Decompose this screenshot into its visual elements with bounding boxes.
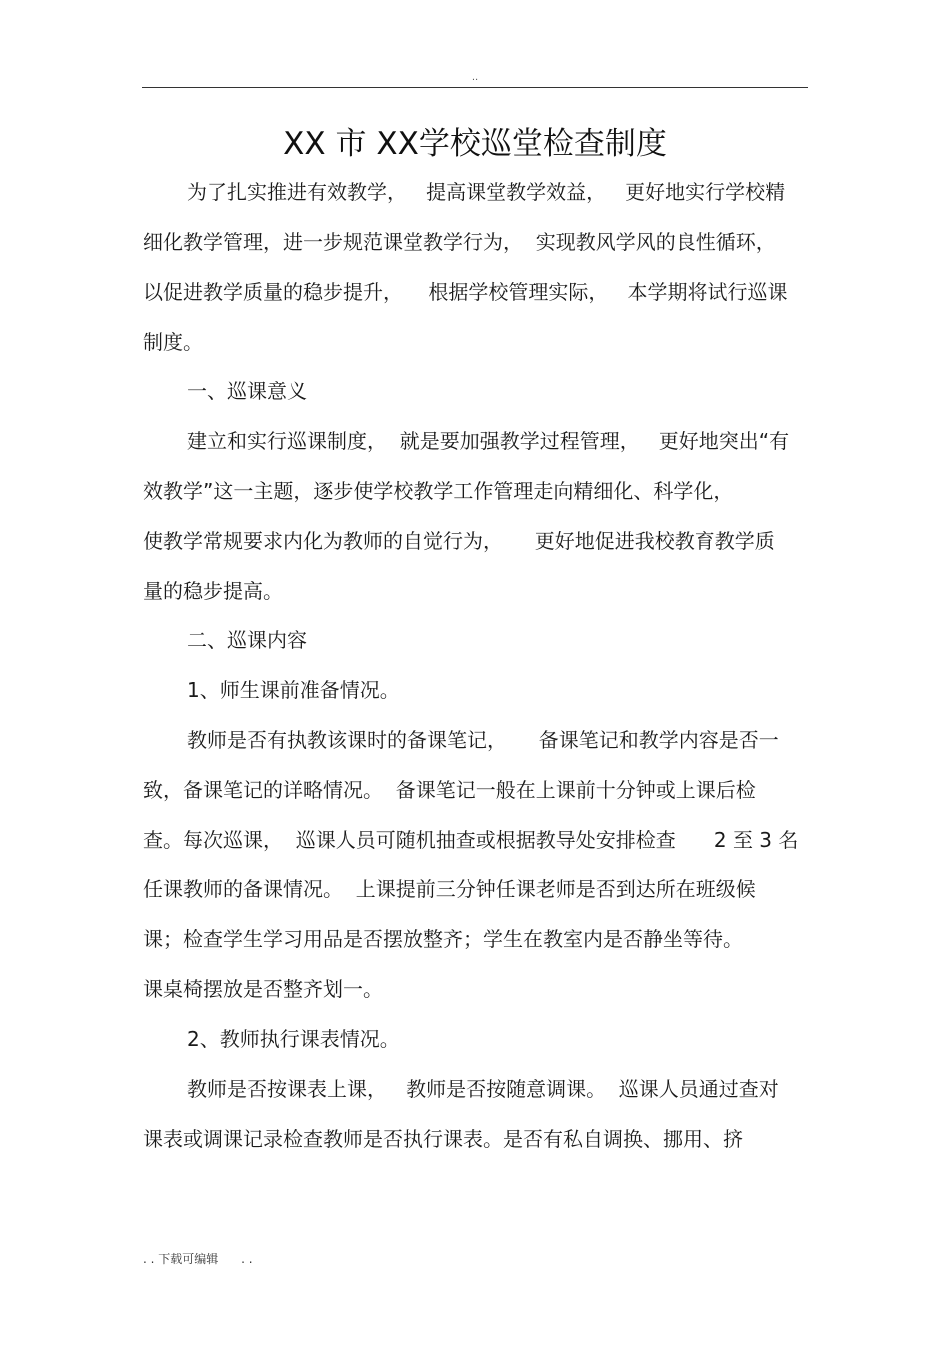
paragraph-line: 以促进教学质量的稳步提升， 根据学校管理实际， 本学期将试行巡课 (143, 280, 788, 304)
subsection-heading: 1、师生课前准备情况。 (187, 678, 400, 702)
paragraph-line: 使教学常规要求内化为教师的自觉行为， 更好地促进我校教育教学质 (143, 529, 775, 553)
paragraph-line: 课桌椅摆放是否整齐划一。 (143, 977, 383, 1001)
paragraph-line: 课；检查学生学习用品是否摆放整齐；学生在教室内是否静坐等待。 (143, 927, 743, 951)
paragraph-line: 教师是否有执教该课时的备课笔记， 备课笔记和教学内容是否一 (187, 728, 779, 752)
footer-note: . . 下载可编辑 . . (143, 1252, 253, 1266)
paragraph-line: 制度。 (143, 330, 203, 354)
paragraph-line: 建立和实行巡课制度， 就是要加强教学过程管理， 更好地突出“有 (187, 429, 790, 453)
header-mark: .. (471, 72, 479, 83)
paragraph-line: 任课教师的备课情况。 上课提前三分钟任课老师是否到达所在班级候 (143, 877, 756, 901)
paragraph-line: 课表或调课记录检查教师是否执行课表。是否有私自调换、挪用、挤 (143, 1127, 743, 1151)
paragraph-line: 为了扎实推进有效教学， 提高课堂教学效益， 更好地实行学校精 (187, 180, 786, 204)
subsection-heading: 2、教师执行课表情况。 (187, 1027, 400, 1051)
document-title: XX 市 XX学校巡堂检查制度 (283, 126, 667, 162)
paragraph-line: 效教学”这一主题，逐步使学校教学工作管理走向精细化、科学化， (143, 479, 734, 503)
paragraph-line: 教师是否按课表上课， 教师是否按随意调课。 巡课人员通过查对 (187, 1077, 779, 1101)
paragraph-line: 查。每次巡课， 巡课人员可随机抽查或根据教导处安排检查 2 至 3 名 (143, 828, 799, 852)
section-heading: 一、巡课意义 (187, 379, 307, 403)
header-divider (142, 87, 808, 88)
section-heading: 二、巡课内容 (187, 628, 307, 652)
paragraph-line: 细化教学管理，进一步规范课堂教学行为， 实现教风学风的良性循环， (143, 230, 776, 254)
paragraph-line: 致，备课笔记的详略情况。 备课笔记一般在上课前十分钟或上课后检 (143, 778, 756, 802)
paragraph-line: 量的稳步提高。 (143, 579, 283, 603)
